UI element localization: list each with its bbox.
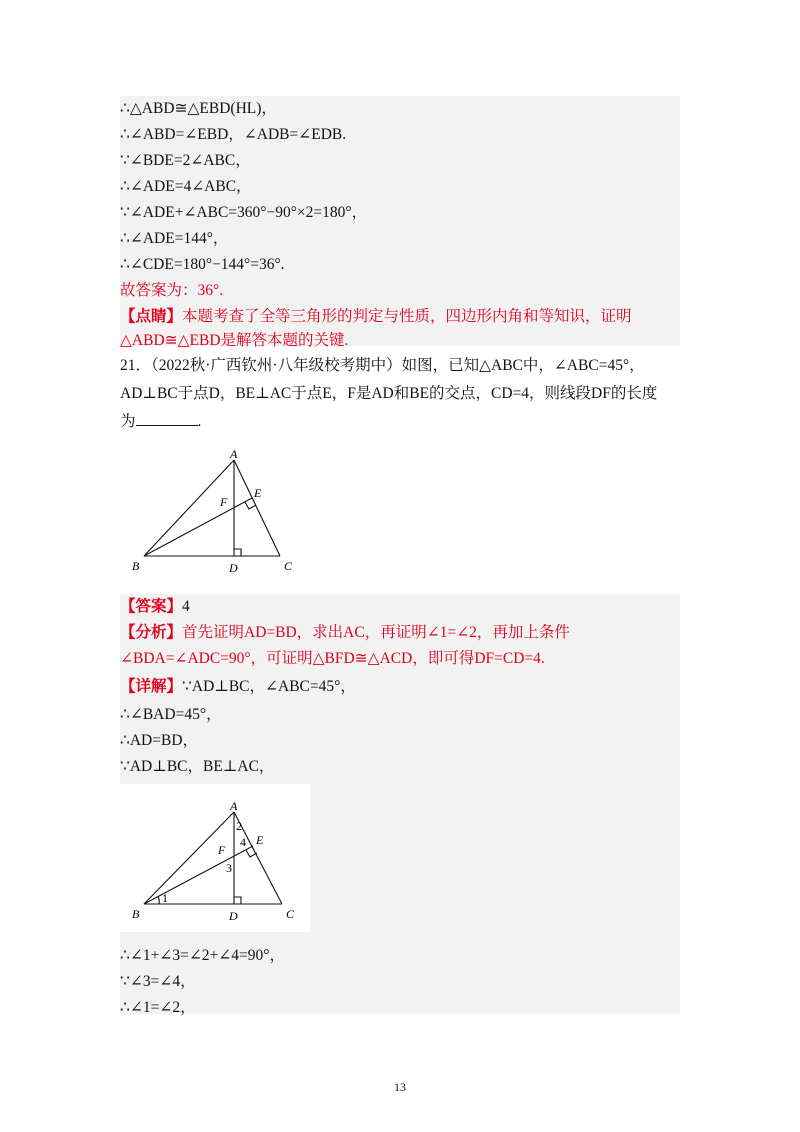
- fig2-label-d: D: [229, 909, 238, 923]
- fig2-label-a: A: [230, 799, 238, 813]
- answer-row: [120, 597, 190, 617]
- fig2-label-3: 3: [226, 861, 232, 875]
- fig2-right-angle-e: [246, 850, 257, 857]
- fig1-label-d: D: [229, 561, 238, 575]
- question-line-2: AD⊥BC于点D，BE⊥AC于点E，F是AD和BE的交点，CD=4，则线段DF的长度: [120, 385, 658, 402]
- question-line-3-suffix: .: [197, 413, 202, 430]
- detail-text: ∵AD⊥BC，∠ABC=45°，: [182, 678, 356, 695]
- figure-2-panel: [120, 784, 310, 932]
- detail-line-4: ∴∠1+∠3=∠2+∠4=90°，: [120, 947, 285, 964]
- comment-label: 【点睛】: [120, 308, 183, 325]
- fig1-label-f: F: [220, 495, 228, 509]
- answer-blank: [136, 411, 198, 426]
- fig2-label-b: B: [132, 907, 140, 921]
- solution-line-1: ∴△ABD≅△EBD(HL)，: [120, 100, 277, 117]
- analysis-text: 首先证明AD=BD，求出AC，再证明∠1=∠2，再加上条件: [182, 624, 570, 641]
- page-number: 13: [394, 1080, 406, 1094]
- detail-line-5: ∵∠3=∠4，: [120, 973, 196, 990]
- fig2-angle-arc-1: [158, 896, 159, 904]
- triangle-figure-1: [128, 446, 308, 578]
- analysis-row-2: ∠BDA=∠ADC=90°，可证明△BFD≅△ACD，即可得DF=CD=4.: [120, 650, 545, 667]
- fig2-altitude-be: [144, 846, 253, 904]
- detail-label: 【详解】: [120, 678, 183, 695]
- comment-line-2: △ABD≅△EBD是解答本题的关键.: [120, 332, 349, 349]
- fig2-label-1: 1: [162, 891, 168, 905]
- solution-line-6: ∴∠ADE=144°，: [120, 230, 229, 247]
- triangle-figure-2: [120, 784, 310, 932]
- fig1-label-c: C: [284, 559, 293, 573]
- answer-line: 故答案为：36°.: [120, 282, 224, 299]
- detail-row: [120, 677, 356, 697]
- fig2-label-4: 4: [240, 835, 246, 849]
- fig2-label-f: F: [218, 843, 226, 857]
- solution-line-7: ∴∠CDE=180°−144°=36°.: [120, 256, 285, 273]
- fig1-label-a: A: [230, 447, 238, 461]
- solution-line-2: ∴∠ABD=∠EBD，∠ADB=∠EDB.: [120, 126, 347, 143]
- analysis-label: 【分析】: [120, 624, 183, 641]
- question-21: [120, 352, 680, 436]
- answer-value: 4: [182, 598, 190, 615]
- fig2-label-e: E: [256, 833, 264, 847]
- comment-text: 本题考查了全等三角形的判定与性质，四边形内角和等知识，证明: [182, 308, 632, 325]
- solution-line-4: ∴∠ADE=4∠ABC，: [120, 178, 252, 195]
- fig2-right-angle-d: [234, 897, 241, 904]
- fig1-altitude-be: [144, 498, 252, 556]
- solution-line-3: ∵∠BDE=2∠ABC，: [120, 152, 251, 169]
- fig1-label-e: E: [254, 486, 262, 500]
- fig1-label-b: B: [132, 559, 140, 573]
- question-line-3: [120, 408, 680, 436]
- question-line-3-prefix: 为: [120, 413, 136, 430]
- question-line-1: 21．（2022秋·广西钦州·八年级校考期中）如图，已知△ABC中，∠ABC=45°，: [120, 357, 645, 374]
- fig2-side-ab: [144, 812, 234, 904]
- detail-line-2: ∴AD=BD，: [120, 732, 199, 749]
- analysis-row: [120, 623, 570, 643]
- fig1-right-angle-d: [234, 549, 241, 556]
- solution-line-5: ∵∠ADE+∠ABC=360°−90°×2=180°，: [120, 204, 368, 221]
- detail-line-3: ∵AD⊥BC，BE⊥AC，: [120, 758, 275, 775]
- answer-label: 【答案】: [120, 598, 183, 615]
- detail-line-1: ∴∠BAD=45°，: [120, 706, 222, 723]
- comment-line: [120, 307, 632, 327]
- fig1-side-ac: [234, 460, 280, 556]
- fig2-label-2: 2: [236, 819, 242, 833]
- detail-line-6: ∴∠1=∠2，: [120, 999, 196, 1016]
- fig2-label-c: C: [286, 907, 295, 921]
